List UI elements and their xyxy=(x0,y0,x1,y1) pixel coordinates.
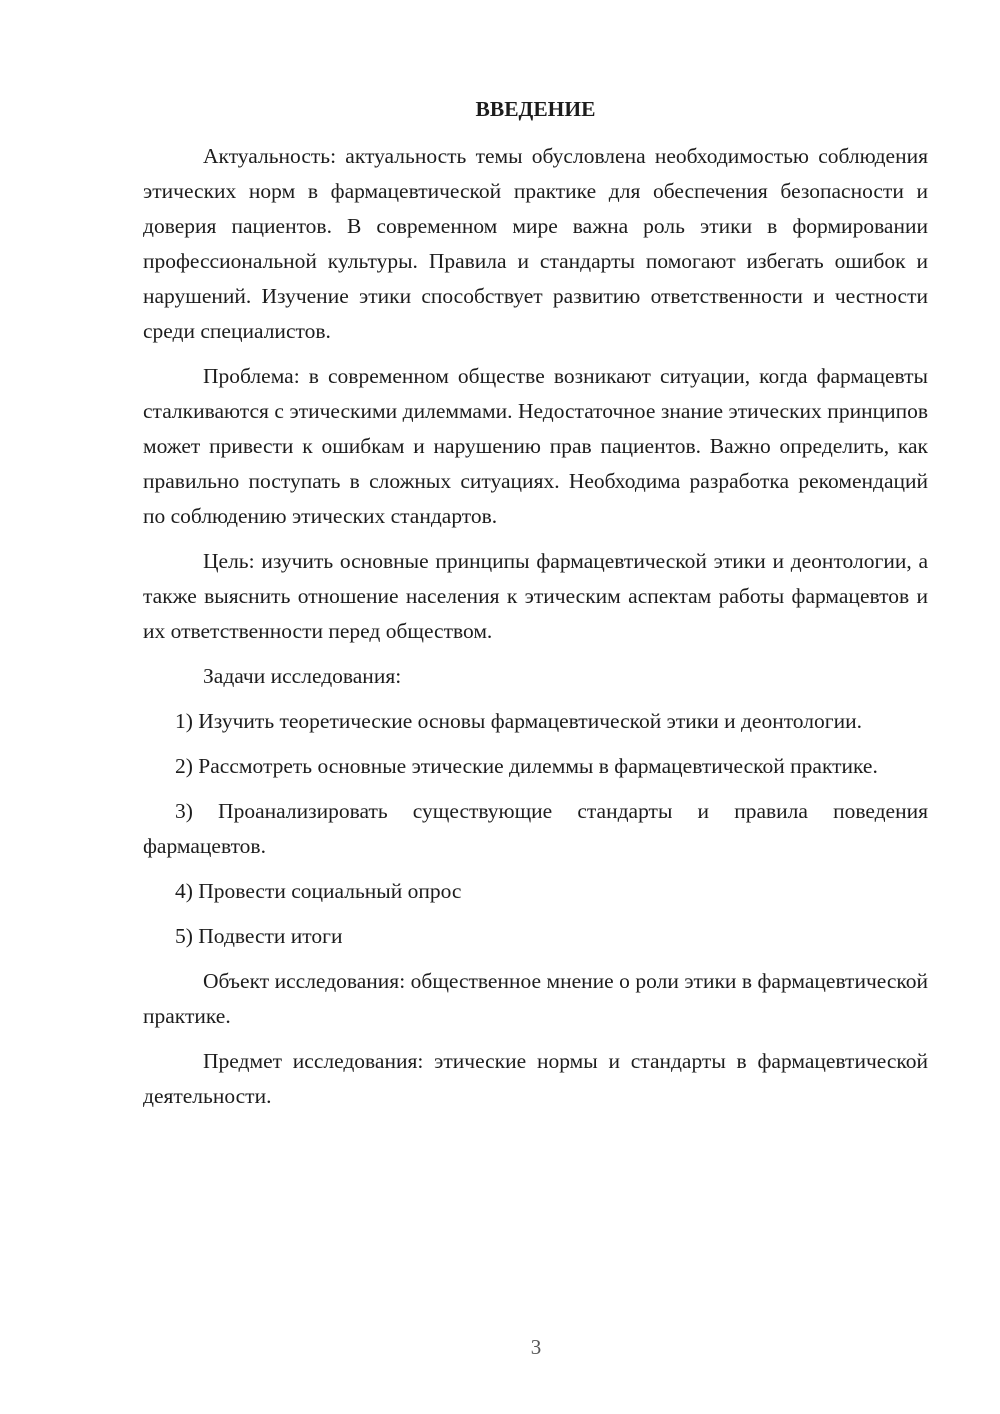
task-item-5: 5) Подвести итоги xyxy=(175,924,343,948)
section-heading: ВВЕДЕНИЕ xyxy=(475,97,596,121)
relevance-paragraph: Актуальность: актуальность темы обусловлена необходимостью соблюдения этических норм в фармацевтической практике для обеспечения безопасности и доверия пациентов. В современном мире важна роль этики в формировании профессиональной культуры. Правила и стандарты помогают избегать ошибок и нарушений. Изучение этики способствует развитию ответственности и честности среди специалистов. xyxy=(143,144,928,343)
object-paragraph: Объект исследования: общественное мнение о роли этики в фармацевтической практике. xyxy=(143,969,928,1028)
tasks-list xyxy=(143,704,928,954)
task-item-2: 2) Рассмотреть основные этические дилеммы в фармацевтической практике. xyxy=(175,754,878,778)
page-number: 3 xyxy=(530,1335,542,1359)
task-item-1: 1) Изучить теоретические основы фармацевтической этики и деонтологии. xyxy=(175,709,862,733)
problem-paragraph: Проблема: в современном обществе возникают ситуации, когда фармацевты сталкиваются с этическими дилеммами. Недостаточное знание этических принципов может привести к ошибкам и нарушению прав пациентов. Важно определить, как правильно поступать в сложных ситуациях. Необходима разработка рекомендаций по соблюдению этических стандартов. xyxy=(143,364,928,528)
subject-paragraph: Предмет исследования: этические нормы и стандарты в фармацевтической деятельности. xyxy=(143,1049,928,1108)
document-page xyxy=(143,92,928,1124)
task-item-3: 3) Проанализировать существующие стандарты и правила поведения фармацевтов. xyxy=(143,799,928,858)
goal-paragraph: Цель: изучить основные принципы фармацевтической этики и деонтологии, а также выяснить отношение населения к этическим аспектам работы фармацевтов и их ответственности перед обществом. xyxy=(143,549,928,643)
task-item-4: 4) Провести социальный опрос xyxy=(175,879,462,903)
tasks-heading: Задачи исследования: xyxy=(203,664,402,688)
